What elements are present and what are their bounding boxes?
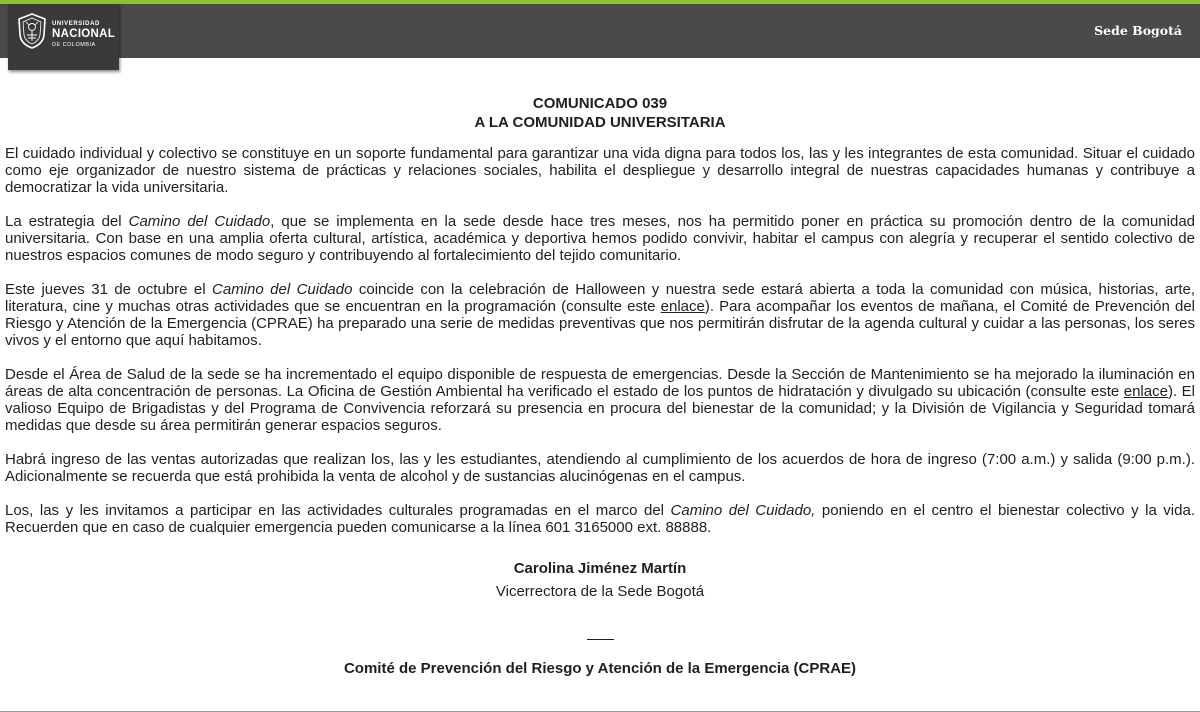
paragraph-6-text-b: poniendo en el centro el bienestar colectivo y la vida. Recuerden que en caso de cualquier emergencia pueden comunicarse a la línea 601 3165000 ext. 88888.	[5, 502, 1195, 536]
paragraph-3-text-b: coincide con la celebración de Halloween y nuestra sede estará abierta a toda la comunidad con música, historias, arte, literatura, cine y muchas otras actividades que se encuentran en la programación (consulte este	[5, 281, 1195, 315]
paragraph-3-text-c: ). Para acompañar los eventos de mañana, el Comité de Prevención del Riesgo y Atención de la Emergencia (CPRAE) ha preparado una serie de medidas preventivas que nos permitirán disfrutar de la agenda cultural y cuidar a las personas, los seres vivos y el entorno que aquí habitamos.	[5, 298, 1195, 349]
paragraph-3	[5, 281, 1195, 349]
communique-audience: A LA COMUNIDAD UNIVERSITARIA	[474, 114, 726, 131]
program-link[interactable]: enlace	[660, 298, 705, 315]
paragraph-3-emphasis: Camino del Cuidado	[212, 281, 353, 298]
signature-divider	[587, 639, 614, 640]
paragraph-4-text-a: Desde el Área de Salud de la sede se ha incrementado el equipo disponible de respuesta de emergencias. Desde la Sección de Mantenimiento se ha mejorado la iluminación en áreas de alta concentración de personas. La Oficina de Gestión Ambiental ha verificado el estado de los puntos de hidratación y divulgado su ubicación (consulte este	[5, 366, 1195, 400]
site-header	[0, 0, 1200, 58]
paragraph-6	[5, 502, 1195, 536]
university-logo[interactable]	[8, 4, 119, 70]
logo-line-2: NACIONAL	[52, 28, 116, 40]
logo-line-1: UNIVERSIDAD	[52, 21, 100, 27]
signature-block	[5, 560, 1195, 678]
paragraph-6-text-a: Los, las y les invitamos a participar en las actividades culturales programadas en el marco del	[5, 502, 671, 519]
signatory-name: Carolina Jiménez Martín	[513, 560, 687, 577]
communique-title	[5, 94, 1195, 132]
site-label[interactable]: Sede Bogotá	[1094, 23, 1182, 38]
communique-body	[5, 94, 1195, 678]
committee-name: Comité de Prevención del Riesgo y Atención de la Emergencia (CPRAE)	[343, 660, 857, 677]
paragraph-2-text-b: , que se implementa en la sede desde hace tres meses, nos ha permitido poner en práctica su promoción dentro de la comunidad universitaria. Con base en una amplia oferta cultural, artística, académica y deportiva hemos podido convivir, habitar el campus con alegría y recuperar el sentido colectivo de nuestros espacios comunes de modo seguro y contribuyendo al fortalecimiento del tejido comunitario.	[5, 213, 1196, 264]
logo-wordmark	[52, 21, 115, 48]
paragraph-4-text-b: ). El valioso Equipo de Brigadistas y del Programa de Convivencia reforzará su presencia en procura del bienestar de la comunidad; y la División de Vigilancia y Seguridad tomará medidas que desde su área permitirán generar espacios seguros.	[5, 383, 1195, 434]
paragraph-4	[5, 366, 1195, 434]
paragraph-3-text-a: Este jueves 31 de octubre el	[5, 281, 213, 298]
paragraph-1: El cuidado individual y colectivo se constituye en un soporte fundamental para garantizar una vida digna para todos los, las y les integrantes de esta comunidad. Situar el cuidado como eje organizador de nuestro sistema de prácticas y relaciones sociales, habilita el despliegue y desarrollo integral de nuestras capacidades humanas y contribuye a democratizar la vida universitaria.	[5, 145, 1195, 196]
signatory-role: Vicerrectora de la Sede Bogotá	[495, 583, 705, 600]
paragraph-5: Habrá ingreso de las ventas autorizadas que realizan los, las y les estudiantes, atendiendo al cumplimiento de los acuerdos de hora de ingreso (7:00 a.m.) y salida (9:00 p.m.). Adicionalmente se recuerda que está prohibida la venta de alcohol y de sustancias alucinógenas en el campus.	[5, 451, 1195, 485]
logo-line-3: DE COLOMBIA	[52, 41, 96, 48]
paragraph-6-emphasis: Camino del Cuidado,	[670, 502, 816, 519]
shield-icon	[17, 13, 47, 49]
paragraph-2-text-a: La estrategia del	[5, 213, 129, 230]
communique-number: COMUNICADO 039	[532, 95, 668, 112]
hydration-points-link[interactable]: enlace	[1123, 383, 1168, 400]
paragraph-2-emphasis: Camino del Cuidado	[128, 213, 271, 230]
paragraph-2	[5, 213, 1195, 264]
